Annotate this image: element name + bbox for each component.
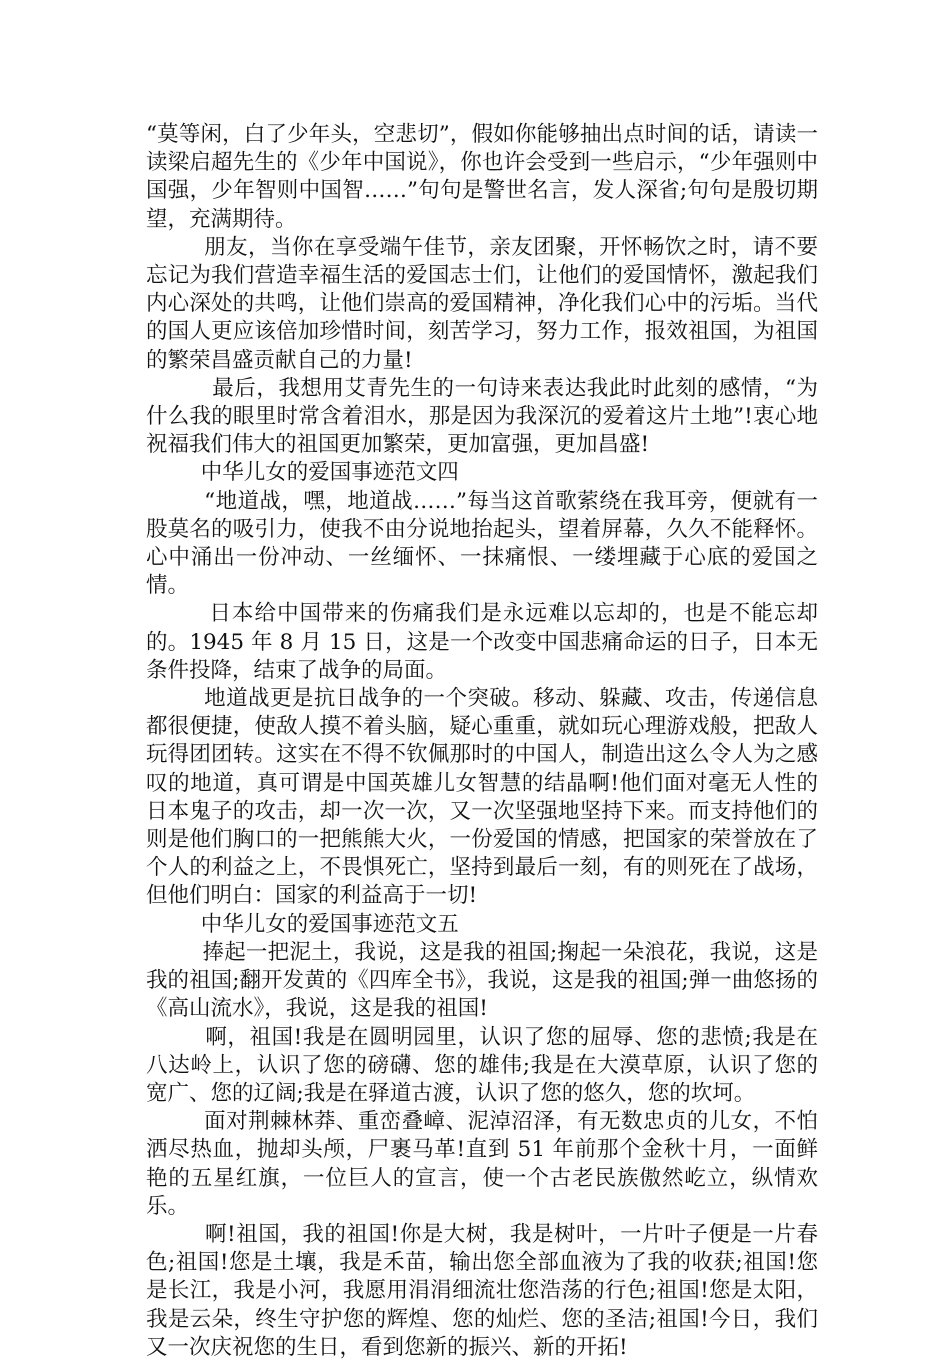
paragraph-tunnel-song: “地道战，嘿，地道战……”每当这首歌萦绕在我耳旁，便就有一股莫名的吸引力，使我不由分说地抬起头，望着屏幕，久久不能释怀。心中涌出一份冲动、一丝缅怀、一抹痛恨、一缕埋藏于心底的爱国之情。	[146, 488, 818, 599]
paragraph-history: 日本给中国带来的伤痛我们是永远难以忘却的，也是不能忘却的。1945 年 8 月 15 日，这是一个改变中国悲痛命运的日子，日本无条件投降，结束了战争的局面。	[146, 601, 818, 683]
paragraph-recognition: 啊，祖国!我是在圆明园里，认识了您的屈辱、您的悲愤;我是在八达岭上，认识了您的磅礴、您的雄伟;我是在大漠草原，认识了您的宽广、您的辽阔;我是在驿道古渡，认识了您的悠久，您的坎坷。	[146, 1024, 818, 1106]
paragraph-friends: 朋友，当你在享受端午佳节，亲友团聚，开怀畅饮之时，请不要忘记为我们营造幸福生活的爱国志士们，让他们的爱国情怀，激起我们内心深处的共鸣，让他们崇高的爱国精神，净化我们心中的污垢。当代的国人更应该倍加珍惜时间，刻苦学习，努力工作，报效祖国，为祖国的繁荣昌盛贡献自己的力量!	[146, 234, 818, 373]
section-heading-four: 中华儿女的爱国事迹范文四	[146, 460, 459, 486]
paragraph-ode: 啊!祖国，我的祖国!你是大树，我是树叶，一片叶子便是一片春色;祖国!您是土壤，我是禾苗，输出您全部血液为了我的收获;祖国!您是长江，我是小河，我愿用涓涓细流壮您浩荡的行色;祖国!您是太阳，我是云朵，终生守护您的辉煌、您的灿烂、您的圣洁;祖国!今日，我们又一次庆祝您的生日，看到您新的振兴、新的开拓!	[146, 1221, 818, 1360]
paragraph-tunnel-war: 地道战更是抗日战争的一个突破。移动、躲藏、攻击，传递信息都很便捷，使敌人摸不着头脑，疑心重重，就如玩心理游戏般，把敌人玩得团团转。这实在不得不钦佩那时的中国人，制造出这么令人为之感叹的地道，真可谓是中国英雄儿女智慧的结晶啊!他们面对毫无人性的日本鬼子的攻击，却一次一次，又一次坚强地坚持下来。而支持他们的则是他们胸口的一把熊熊大火，一份爱国的情感，把国家的荣誉放在了个人的利益之上，不畏惧死亡，坚持到最后一刻，有的则死在了战场，但他们明白：国家的利益高于一切!	[146, 686, 818, 909]
document-body	[146, 121, 818, 1362]
paragraph-motherland: 捧起一把泥土，我说，这是我的祖国;掬起一朵浪花，我说，这是我的祖国;翻开发黄的《四库全书》，我说，这是我的祖国;弹一曲悠扬的《高山流水》，我说，这是我的祖国!	[146, 939, 818, 1022]
paragraph-intro: “莫等闲，白了少年头，空悲切”，假如你能够抽出点时间的话，请读一读梁启超先生的《少年中国说》，你也许会受到一些启示，“少年强则中国强，少年智则中国智……”句句是警世名言，发人深省;句句是殷切期望，充满期待。	[146, 122, 818, 232]
section-heading-five: 中华儿女的爱国事迹范文五	[146, 911, 459, 937]
paragraph-closing: 最后，我想用艾青先生的一句诗来表达我此时此刻的感情，“为什么我的眼里时常含着泪水，那是因为我深沉的爱着这片土地”!衷心地祝福我们伟大的祖国更加繁荣，更加富强，更加昌盛!	[146, 375, 818, 458]
paragraph-sacrifice: 面对荆棘林莽、重峦叠嶂、泥淖沼泽，有无数忠贞的儿女，不怕洒尽热血，抛却头颅，尸裹马革!直到 51 年前那个金秋十月，一面鲜艳的五星红旗，一位巨人的宣言，使一个古老民族傲然屹立，纵情欢乐。	[146, 1109, 818, 1219]
